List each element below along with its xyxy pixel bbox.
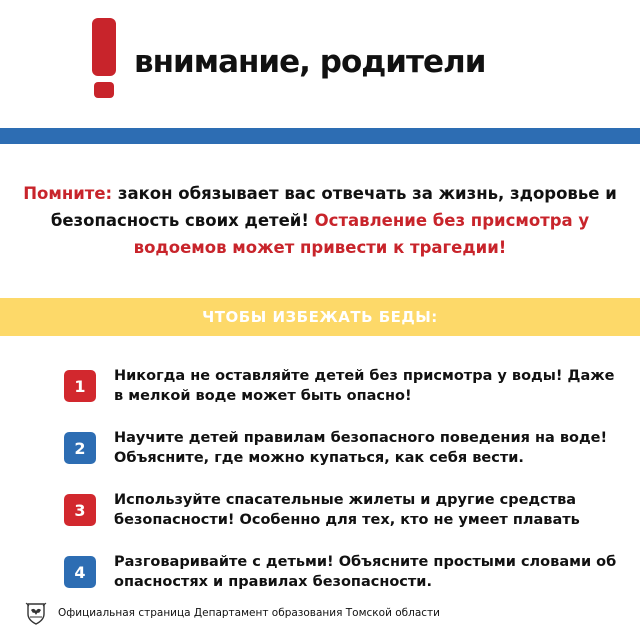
tip-text: Никогда не оставляйте детей без присмотра у воды! Даже в мелкой воде может быть опасно! bbox=[114, 368, 615, 404]
warning-highlight-start: Помните: bbox=[23, 184, 113, 203]
header bbox=[0, 0, 640, 128]
list-item bbox=[64, 428, 624, 476]
warning-text bbox=[20, 180, 620, 261]
banner bbox=[0, 298, 640, 336]
exclamation-icon bbox=[88, 18, 120, 98]
footer-text: Официальная страница Департамент образования Томской области bbox=[58, 607, 440, 619]
footer bbox=[24, 600, 440, 626]
number-badge: 3 bbox=[64, 494, 96, 526]
tip-text: Используйте спасательные жилеты и другие средства безопасности! Особенно для тех, кто не умеет плавать bbox=[114, 492, 580, 528]
list-item bbox=[64, 552, 624, 600]
coat-of-arms-icon bbox=[24, 601, 48, 625]
banner-text: ЧТОБЫ ИЗБЕЖАТЬ БЕДЫ: bbox=[202, 308, 438, 326]
number-badge: 4 bbox=[64, 556, 96, 588]
list-item bbox=[64, 490, 624, 538]
number-badge: 2 bbox=[64, 432, 96, 464]
blue-divider bbox=[0, 128, 640, 144]
tip-text: Разговаривайте с детьми! Объясните простыми словами об опасностях и правилах безопасности. bbox=[114, 554, 617, 590]
page-title: внимание, родители bbox=[134, 44, 486, 80]
number-badge: 1 bbox=[64, 370, 96, 402]
list-item bbox=[64, 366, 624, 414]
warning-body: закон обязывает вас отвечать за жизнь, здоровье и безопасность своих детей! bbox=[50, 184, 617, 230]
tip-text: Научите детей правилам безопасного поведения на воде! Объясните, где можно купаться, как себя вести. bbox=[114, 430, 608, 466]
warning-highlight-end: Оставление без присмотра у водоемов может привести к трагедии! bbox=[133, 211, 590, 257]
